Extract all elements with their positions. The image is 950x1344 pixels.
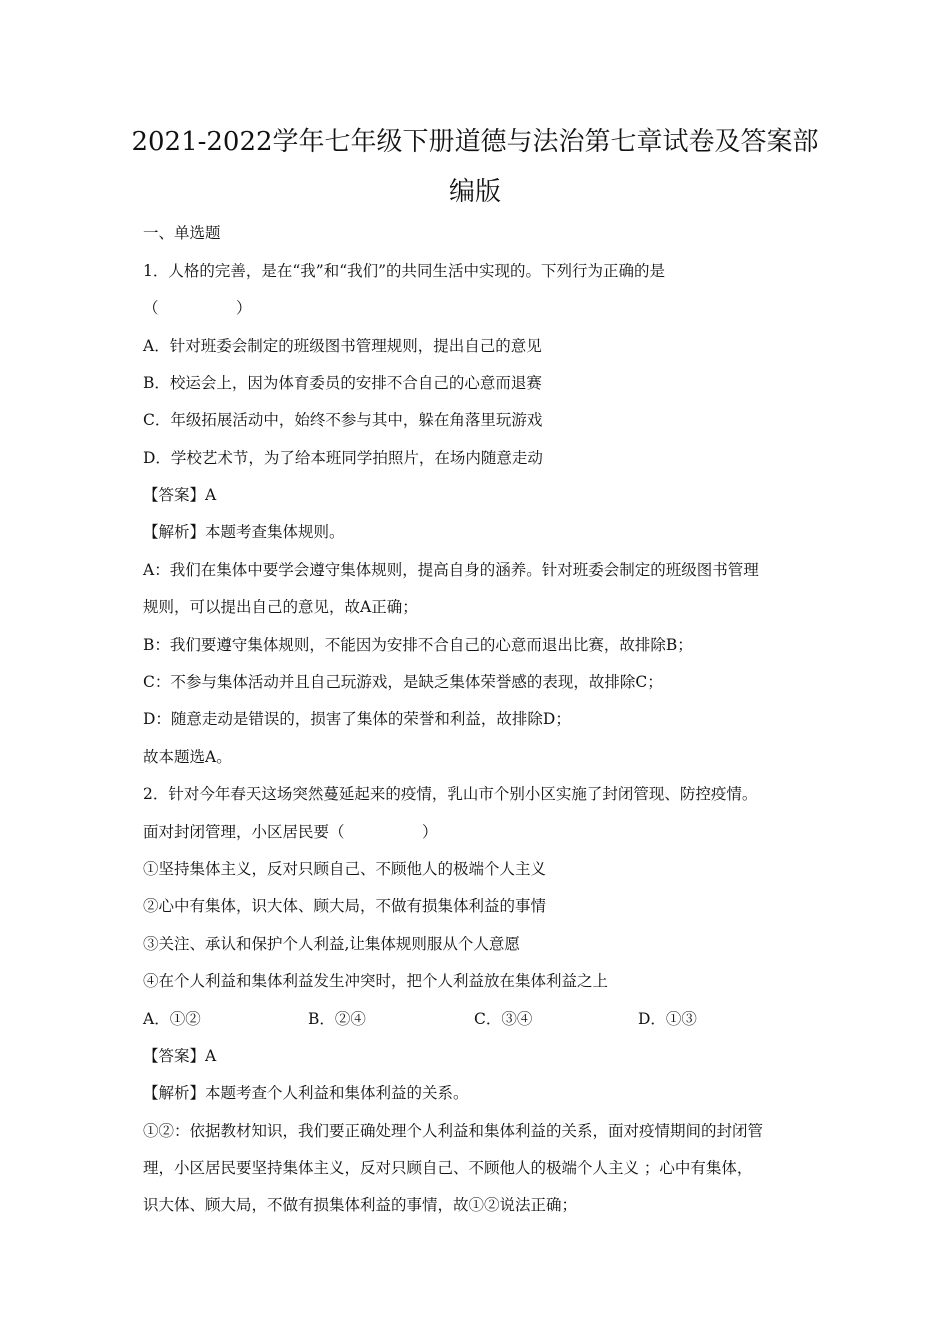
q2-option-a: A．①② <box>143 1010 201 1028</box>
document-title-line-2: 编版 <box>448 177 501 207</box>
q1-analysis: 【解析】本题考查集体规则。 <box>143 523 345 541</box>
q1-explain-b: B：我们要遵守集体规则，不能因为安排不合自己的心意而退出比赛，故排除B； <box>143 636 693 654</box>
q2-stem-line-2: 面对封闭管理，小区居民要（ ） <box>143 823 438 841</box>
q2-item-4: ④在个人利益和集体利益发生冲突时，把个人利益放在集体利益之上 <box>143 972 609 990</box>
q2-analysis: 【解析】本题考查个人利益和集体利益的关系。 <box>143 1084 469 1102</box>
q1-option-c: C．年级拓展活动中，始终不参与其中，躲在角落里玩游戏 <box>143 411 543 429</box>
q2-explain-line-3: 识大体、顾大局，不做有损集体利益的事情，故①②说法正确； <box>143 1196 578 1214</box>
q1-option-d: D．学校艺术节，为了给本班同学拍照片，在场内随意走动 <box>143 449 543 467</box>
q2-answer: 【答案】A <box>143 1047 217 1065</box>
q1-explain-d: D：随意走动是错误的，损害了集体的荣誉和利益，故排除D； <box>143 710 571 728</box>
q2-explain-line-1: ①②：依据教材知识，我们要正确处理个人利益和集体利益的关系，面对疫情期间的封闭管 <box>143 1122 764 1140</box>
q2-stem-line-1: 2．针对今年春天这场突然蔓延起来的疫情，乳山市个别小区实施了封闭管现、防控疫情。 <box>143 785 758 803</box>
q2-item-1: ①坚持集体主义，反对只顾自己、不顾他人的极端个人主义 <box>143 860 547 878</box>
q2-item-3: ③关注、承认和保护个人利益,让集体规则服从个人意愿 <box>143 935 520 953</box>
q2-explain-line-2: 理，小区居民要坚持集体主义，反对只顾自己、不顾他人的极端个人主义 ；心中有集体， <box>143 1159 753 1177</box>
document-title-line-1: 2021-2022学年七年级下册道德与法治第七章试卷及答案部 <box>131 127 819 157</box>
q1-stem-line-2: （ ） <box>143 299 252 317</box>
section-heading: 一、单选题 <box>143 224 221 242</box>
q2-option-c: C．③④ <box>474 1010 533 1028</box>
q1-explain-a-line-2: 规则，可以提出自己的意见，故A正确； <box>143 598 418 616</box>
q1-explain-a-line-1: A：我们在集体中要学会遵守集体规则，提高自身的涵养。针对班委会制定的班级图书管理 <box>143 561 759 579</box>
q2-option-b: B．②④ <box>308 1010 366 1028</box>
q1-stem-line-1: 1．人格的完善，是在“我”和“我们”的共同生活中实现的。下列行为正确的是 <box>143 262 666 280</box>
q1-conclusion: 故本题选A。 <box>143 748 232 766</box>
q1-option-b: B．校运会上，因为体育委员的安排不合自己的心意而退赛 <box>143 374 542 392</box>
q1-explain-c: C：不参与集体活动并且自己玩游戏，是缺乏集体荣誉感的表现，故排除C； <box>143 673 663 691</box>
q1-answer: 【答案】A <box>143 486 217 504</box>
q1-option-a: A．针对班委会制定的班级图书管理规则，提出自己的意见 <box>143 337 542 355</box>
q2-option-d: D．①③ <box>638 1010 697 1028</box>
q2-item-2: ②心中有集体，识大体、顾大局，不做有损集体利益的事情 <box>143 897 547 915</box>
